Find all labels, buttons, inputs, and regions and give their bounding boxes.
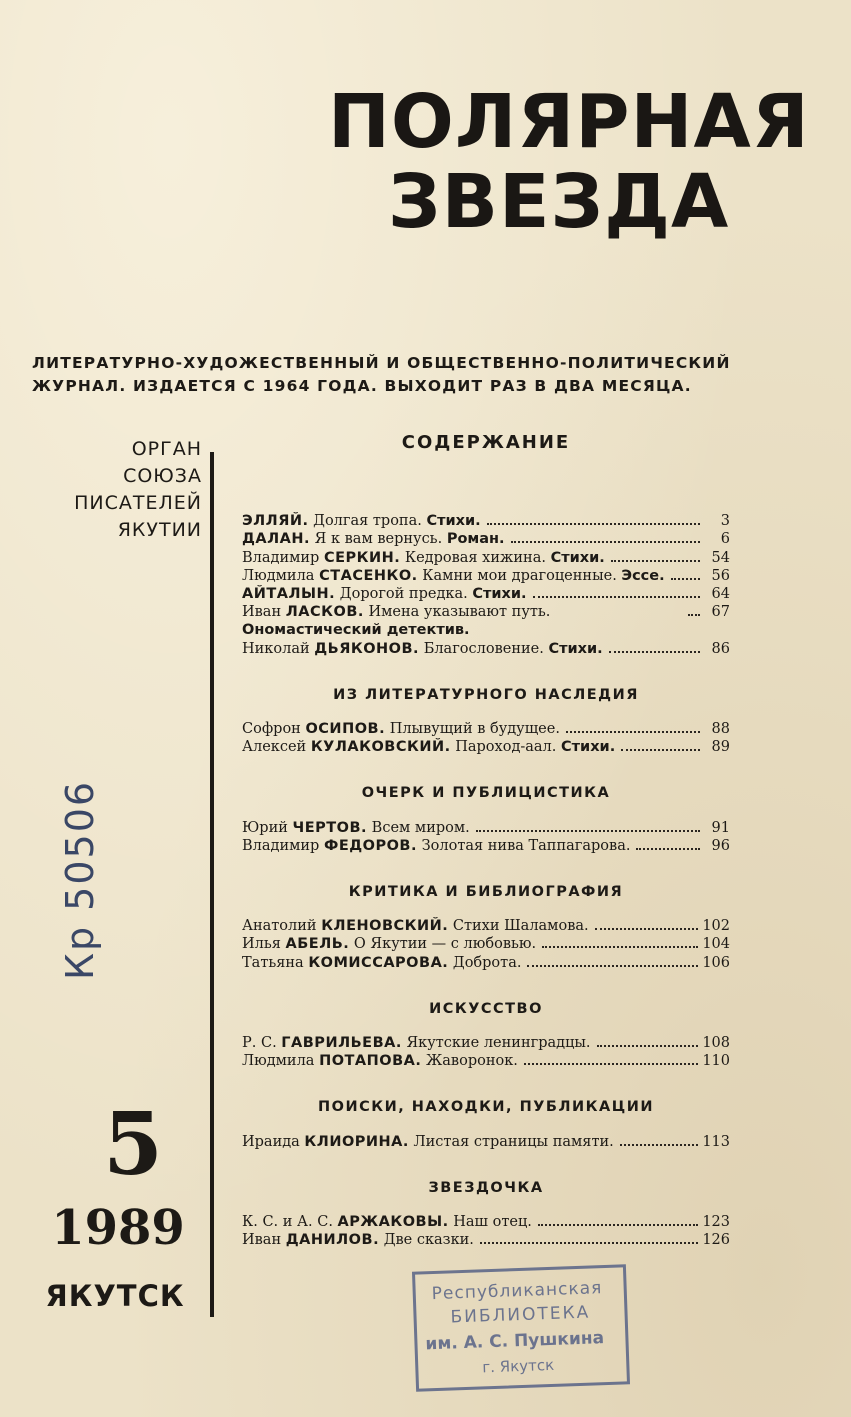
toc-entry-page: 56	[711, 567, 730, 584]
toc-entry-genre: Стихи.	[548, 640, 603, 657]
title-line-1: ПОЛЯРНАЯ	[328, 79, 810, 165]
toc-entry	[242, 1231, 730, 1249]
toc-entry	[242, 1133, 730, 1151]
toc-entry-author: СТАСЕНКО.	[319, 567, 418, 584]
toc-entry-genre: Стихи.	[550, 549, 605, 566]
toc-entry-author: АРЖАКОВЫ.	[337, 1214, 449, 1231]
toc-entry-text	[242, 1213, 532, 1231]
toc-entry-author: КУЛАКОВСКИЙ.	[310, 739, 451, 756]
stamp-line-1: Республиканская	[431, 1278, 603, 1305]
toc-entry-author: ДЬЯКОНОВ.	[314, 640, 420, 657]
toc-entry-title: Золотая нива Таппагарова.	[421, 837, 631, 854]
toc-entry-text	[242, 1133, 614, 1151]
toc-leader-dots	[538, 1224, 698, 1226]
toc-entry-text	[242, 917, 589, 935]
toc-section-title: КРИТИКА И БИБЛИОГРАФИЯ	[348, 884, 624, 901]
toc-leader-dots	[688, 614, 700, 616]
toc-entry-page: 67	[711, 604, 730, 621]
toc-entry-title: Якутские ленинградцы.	[406, 1035, 591, 1052]
toc-entry-title: Камни мои драгоценные.	[422, 567, 617, 584]
toc-entry-first: Анатолий	[242, 918, 317, 935]
toc-leader-dots	[595, 928, 699, 930]
toc-section	[242, 1000, 730, 1071]
table-of-contents	[242, 434, 730, 1249]
toc-leader-dots	[609, 651, 700, 653]
publisher-line: ПИСАТЕЛЕЙ	[74, 492, 202, 514]
toc-entry	[242, 530, 730, 548]
toc-entry	[242, 549, 730, 567]
toc-entry-first: Ираида	[242, 1133, 300, 1150]
toc-entry-author: КЛЕНОВСКИЙ.	[321, 918, 449, 935]
toc-entry-genre: Стихи.	[472, 586, 527, 603]
publisher-block	[40, 436, 202, 544]
toc-entry-author: ФЕДОРОВ.	[323, 837, 417, 854]
toc-entry-page: 108	[702, 1035, 730, 1052]
toc-entry	[242, 512, 730, 530]
toc-entry-text	[242, 549, 605, 567]
toc-entry	[242, 585, 730, 603]
stamp-line-4: г. Якутск	[482, 1355, 555, 1377]
toc-entry-page: 89	[711, 739, 730, 756]
vertical-divider	[210, 452, 214, 1317]
toc-entry-title: Я к вам вернусь.	[314, 531, 443, 548]
toc-entry-first: Илья	[242, 936, 281, 953]
toc-entry-text	[242, 512, 481, 530]
toc-entry-title: Дорогой предка.	[339, 586, 468, 603]
toc-entry-author: ДАЛАН.	[242, 531, 311, 548]
toc-leader-dots	[524, 1063, 698, 1065]
toc-entry-first: Юрий	[242, 819, 288, 836]
toc-entry-author: ЧЕРТОВ.	[292, 819, 368, 836]
toc-entry-page: 88	[711, 721, 730, 738]
stamp-line-2: БИБЛИОТЕКА	[450, 1302, 591, 1328]
toc-entry-title: Долгая тропа.	[313, 513, 422, 530]
toc-leader-dots	[511, 541, 700, 543]
toc-leader-dots	[597, 1045, 699, 1047]
journal-subtitle	[32, 352, 832, 398]
toc-section	[242, 1098, 730, 1150]
toc-entry-page: 126	[702, 1232, 730, 1249]
toc-entry-author: КОМИССАРОВА.	[308, 954, 449, 971]
toc-section-title: ОЧЕРК И ПУБЛИЦИСТИКА	[361, 785, 611, 802]
toc-entry-page: 6	[720, 531, 730, 548]
toc-entry-page: 113	[702, 1133, 730, 1150]
toc-entry	[242, 1052, 730, 1070]
toc-entry-author: АБЕЛЬ.	[285, 936, 350, 953]
toc-entry-genre: Эссе.	[621, 567, 665, 584]
toc-section-title: ЗВЕЗДОЧКА	[428, 1179, 544, 1196]
toc-section-title: ПОИСКИ, НАХОДКИ, ПУБЛИКАЦИИ	[318, 1099, 654, 1116]
toc-entry-author: ПОТАПОВА.	[319, 1053, 422, 1070]
toc-entry-author: ЛАСКОВ.	[285, 604, 364, 621]
toc-sections	[242, 686, 730, 1250]
stamp-line-3: им. А. С. Пушкина	[425, 1328, 605, 1355]
toc-leader-dots	[480, 1242, 698, 1244]
toc-entry-page: 64	[711, 586, 730, 603]
toc-section-title: ИСКУССТВО	[429, 1000, 543, 1017]
toc-leader-dots	[566, 731, 700, 733]
toc-entry-genre: Стихи.	[561, 739, 616, 756]
toc-entry	[242, 640, 730, 658]
toc-section	[242, 784, 730, 855]
toc-entry	[242, 738, 730, 756]
toc-entry-author: ГАВРИЛЬЕВА.	[281, 1035, 402, 1052]
toc-entry-text	[242, 640, 603, 658]
toc-entry-title: О Якутии — с любовью.	[353, 936, 537, 953]
toc-section	[242, 883, 730, 972]
toc-entry-text	[242, 530, 505, 548]
issue-year: 1989	[51, 1200, 185, 1256]
toc-entry-page: 102	[702, 918, 730, 935]
toc-entry-text	[242, 1231, 474, 1249]
toc-entry-page: 3	[720, 513, 730, 530]
toc-leader-dots	[611, 560, 700, 562]
toc-entry	[242, 935, 730, 953]
toc-entry-text	[242, 603, 682, 639]
toc-entry-title: Листая страницы памяти.	[413, 1133, 614, 1150]
toc-entry-first: Иван	[242, 1232, 282, 1249]
toc-entry-first: Татьяна	[242, 954, 304, 971]
toc-leader-dots	[636, 848, 700, 850]
toc-entry-first: Николай	[242, 640, 310, 657]
toc-entry	[242, 1213, 730, 1231]
toc-entry-title: Имена указывают путь.	[368, 604, 551, 621]
toc-entry	[242, 1034, 730, 1052]
toc-entry-author: ОСИПОВ.	[305, 721, 386, 738]
toc-entry-title: Плывущий в будущее.	[389, 721, 560, 738]
toc-entry-text	[242, 738, 615, 756]
toc-entry-first: Владимир	[242, 549, 320, 566]
toc-leader-dots	[487, 523, 700, 525]
toc-leader-dots	[533, 596, 700, 598]
toc-entry-first: Людмила	[242, 1053, 315, 1070]
toc-entry-genre: Ономастический детектив.	[242, 622, 470, 639]
journal-title	[328, 79, 810, 245]
toc-entry-title: Всем миром.	[371, 819, 470, 836]
toc-entry-title: Благословение.	[423, 640, 544, 657]
toc-entry-page: 123	[702, 1214, 730, 1231]
title-line-2: ЗВЕЗДА	[388, 159, 730, 245]
toc-entry-page: 86	[711, 640, 730, 657]
publisher-line: СОЮЗА	[123, 465, 202, 487]
toc-entry-text	[242, 935, 536, 953]
toc-entry-title: Стихи Шаламова.	[452, 918, 589, 935]
toc-leader-dots	[621, 749, 700, 751]
toc-entry-first: Людмила	[242, 567, 315, 584]
toc-entry-author: КЛИОРИНА.	[304, 1133, 409, 1150]
toc-entry	[242, 720, 730, 738]
toc-entry-page: 104	[702, 936, 730, 953]
toc-entry-text	[242, 1052, 518, 1070]
subtitle-line-1: ЛИТЕРАТУРНО-ХУДОЖЕСТВЕННЫЙ И ОБЩЕСТВЕННО-ПОЛИТИЧЕСКИЙ	[32, 354, 731, 372]
toc-entry-title: Жаворонок.	[426, 1053, 518, 1070]
toc-leader-dots	[476, 830, 700, 832]
issue-number: 5	[103, 1094, 163, 1195]
toc-entry-first: Софрон	[242, 721, 301, 738]
toc-entry-author: ЭЛЛЯЙ.	[242, 513, 309, 530]
toc-entry-page: 96	[711, 837, 730, 854]
toc-entry-first: Владимир	[242, 837, 320, 854]
toc-leader-dots	[542, 946, 698, 948]
toc-entry-first: К. С. и А. С.	[242, 1214, 333, 1231]
toc-entry-text	[242, 837, 630, 855]
toc-section	[242, 686, 730, 757]
toc-leader-dots	[671, 578, 700, 580]
toc-entry	[242, 567, 730, 585]
toc-entry	[242, 603, 730, 639]
toc-entry-author: СЕРКИН.	[323, 549, 401, 566]
toc-entry-page: 110	[702, 1053, 730, 1070]
toc-entry-page: 91	[711, 819, 730, 836]
toc-entry-text	[242, 1034, 591, 1052]
toc-entry-genre: Стихи.	[426, 513, 481, 530]
toc-entry-title: Наш отец.	[453, 1214, 532, 1231]
toc-entry	[242, 837, 730, 855]
toc-leader-dots	[527, 965, 698, 967]
toc-section	[242, 1179, 730, 1250]
subtitle-line-2: ЖУРНАЛ. ИЗДАЕТСЯ С 1964 ГОДА. ВЫХОДИТ РАЗ В ДВА МЕСЯЦА.	[32, 377, 692, 395]
toc-leader-dots	[620, 1144, 699, 1146]
toc-entry-title: Пароход-аал.	[455, 739, 557, 756]
toc-entry-first: Алексей	[242, 739, 307, 756]
toc-entry-page: 54	[711, 549, 730, 566]
issue-city: ЯКУТСК	[45, 1279, 185, 1313]
toc-entry-text	[242, 954, 521, 972]
toc-entry	[242, 917, 730, 935]
toc-section-title: ИЗ ЛИТЕРАТУРНОГО НАСЛЕДИЯ	[333, 686, 639, 703]
toc-heading: СОДЕРЖАНИЕ	[401, 432, 571, 453]
toc-entry-text	[242, 819, 470, 837]
publisher-line: ЯКУТИИ	[117, 519, 202, 541]
toc-entry-title: Две сказки.	[383, 1232, 474, 1249]
handwritten-shelfmark: Кр 50506	[58, 779, 102, 980]
toc-entry-first: Иван	[242, 604, 282, 621]
toc-entry-text	[242, 585, 527, 603]
toc-entry-page: 106	[702, 954, 730, 971]
toc-entry-author: ДАНИЛОВ.	[285, 1232, 380, 1249]
toc-entry-title: Доброта.	[452, 954, 522, 971]
toc-main-list	[242, 512, 730, 658]
toc-entry-author: АЙТАЛЫН.	[242, 586, 336, 603]
toc-entry-text	[242, 567, 665, 585]
toc-entry-first: Р. С.	[242, 1035, 277, 1052]
toc-entry-genre: Роман.	[446, 531, 505, 548]
library-stamp	[412, 1264, 630, 1391]
toc-entry	[242, 819, 730, 837]
toc-entry-text	[242, 720, 560, 738]
toc-entry-title: Кедровая хижина.	[404, 549, 546, 566]
publisher-line: ОРГАН	[131, 438, 202, 460]
toc-entry	[242, 954, 730, 972]
